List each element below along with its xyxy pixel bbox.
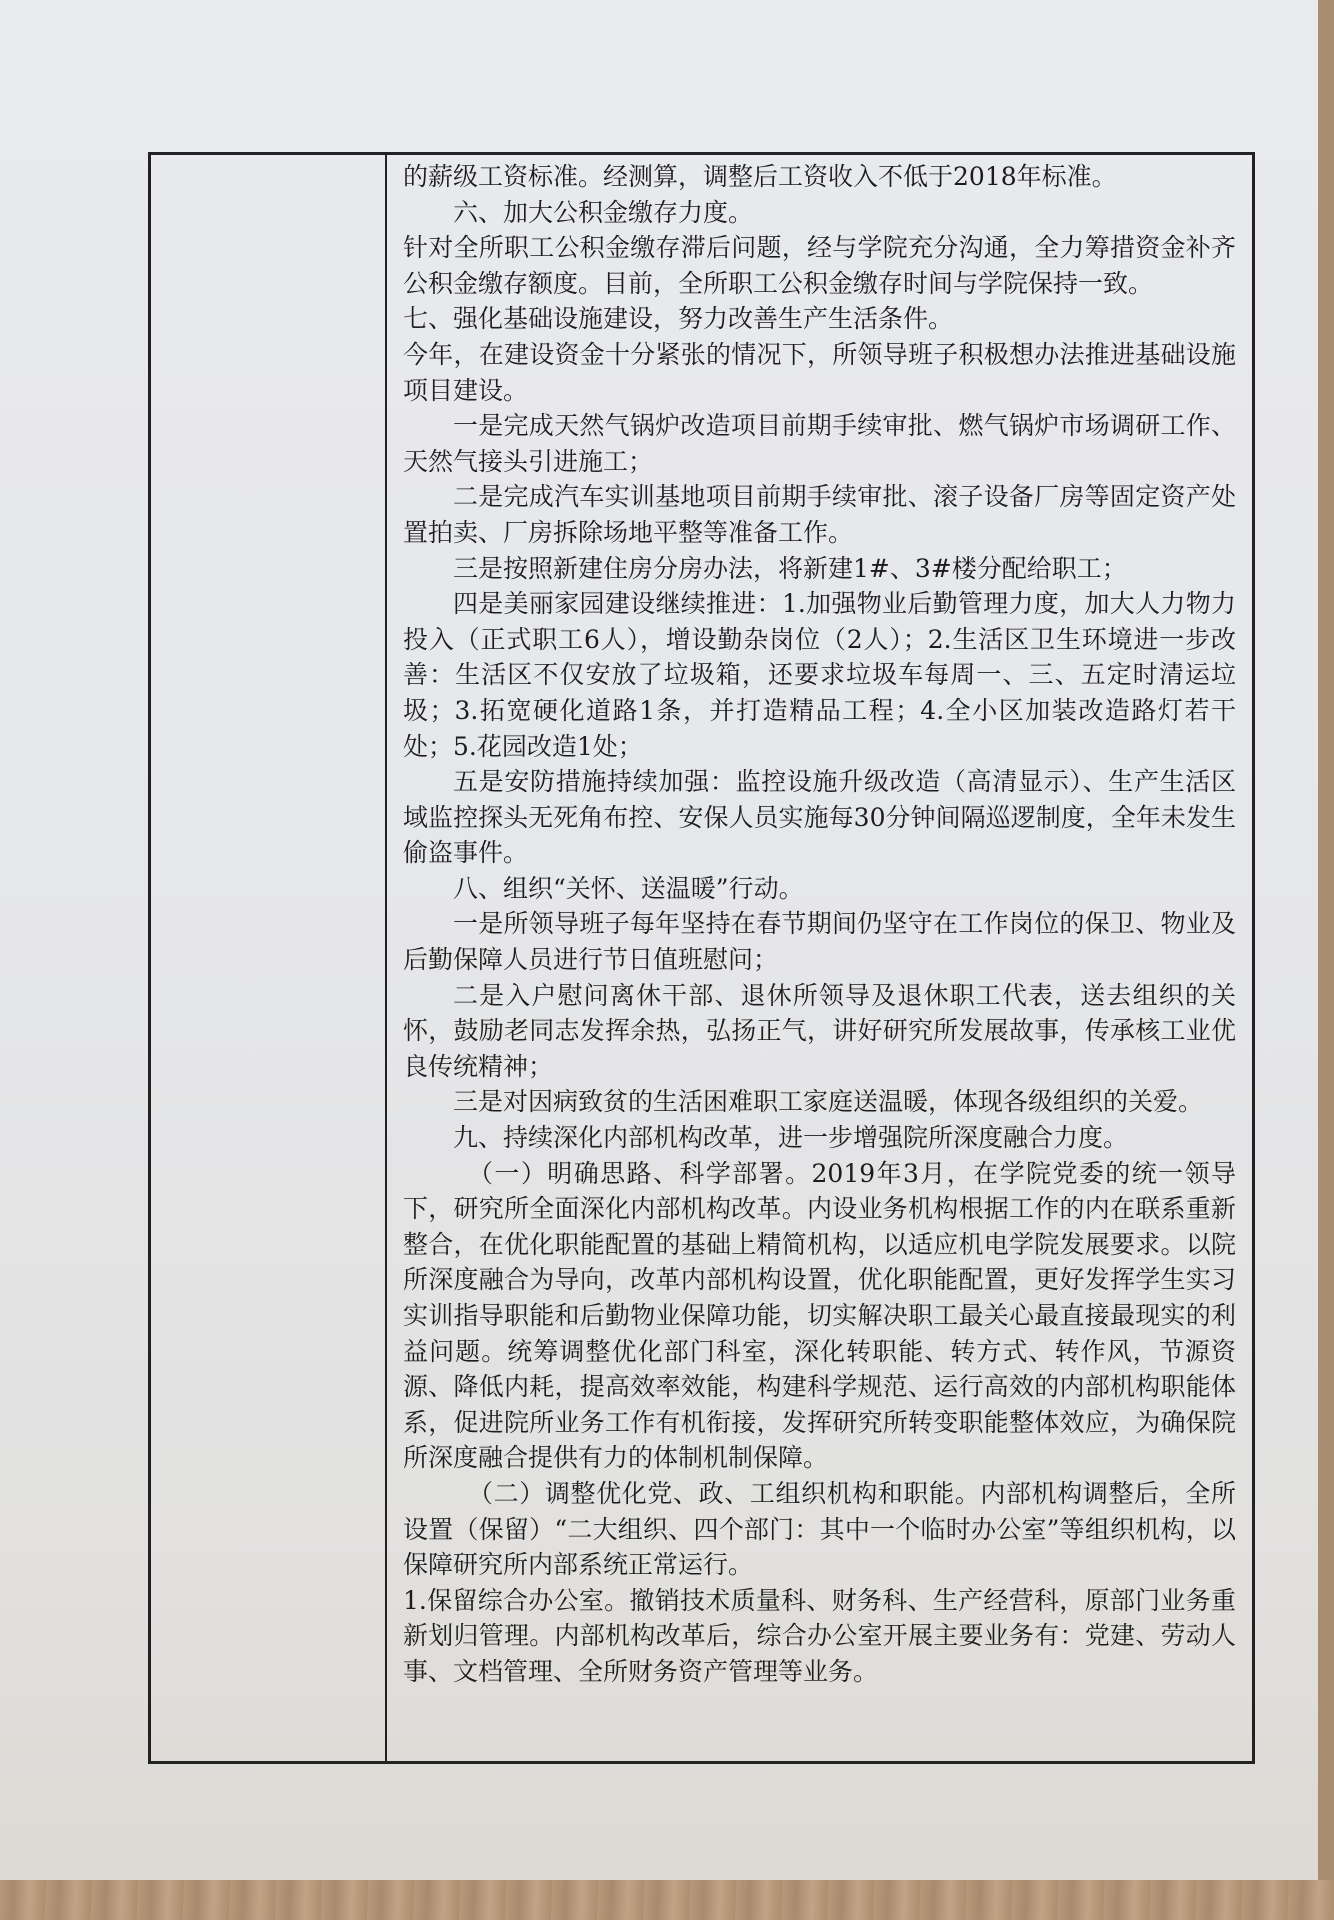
list-item-gas-boiler: 一是完成天然气锅炉改造项目前期手续审批、燃气锅炉市场调研工作、天然气接头引进施工； [403, 411, 1236, 476]
paragraph-reform-organization: （二）调整优化党、政、工组织机构和职能。内部机构调整后，全所设置（保留）“二大组织、四个部门：其中一个临时办公室”等组织机构，以保障研究所内部系统正常运行。 [403, 1478, 1236, 1580]
paragraph-reform-plan: （一）明确思路、科学部署。2019年3月，在学院党委的统一领导下，研究所全面深化内部机构改革。内设业务机构根据工作的内在联系重新整合，在优化职能配置的基础上精简机构，以适应机电学院发展要求。以院所深度融合为导向，改革内部机构设置，优化职能配置，更好发挥学生实习实训指导职能和后勤物业保障功能，切实解决职工最关心最直接最现实的利益问题。统筹调整优化部门科室，深化转职能、转方式、转作风，节源资源、降低内耗，提高效率效能，构建科学规范、运行高效的内部机构职能体系，促进院所业务工作有机衔接，发挥研究所转变职能整体效应，为确保院所深度融合提供有力的体制机制保障。 [403, 1158, 1236, 1473]
form-table [148, 152, 1255, 1764]
paragraph-salary-standard: 的薪级工资标准。经测算，调整后工资收入不低于2018年标准。 [403, 162, 1117, 191]
paragraph-general-office: 1.保留综合办公室。撤销技术质量科、财务科、生产经营科，原部门业务重新划归管理。内部机构改革后，综合办公室开展主要业务有：党建、劳动人事、文档管理、全所财务资产管理等业务。 [403, 1585, 1236, 1686]
list-item-beautiful-home: 四是美丽家园建设继续推进：1.加强物业后勤管理力度，加大人力物力投入（正式职工6人），增设勤杂岗位（2人）；2.生活区卫生环境进一步改善：生活区不仅安放了垃圾箱，还要求垃圾车每周一、三、五定时清运垃圾；3.拓宽硬化道路1条，并打造精品工程；4.全小区加装改造路灯若干处；5.花园改造1处； [403, 589, 1236, 761]
list-item-hardship-care: 三是对因病致贫的生活困难职工家庭送温暖，体现各级组织的关爱。 [453, 1087, 1204, 1117]
label-column-empty [151, 155, 387, 1761]
heading-eight-care: 八、组织“关怀、送温暖”行动。 [453, 873, 804, 903]
list-item-training-base: 二是完成汽车实训基地项目前期手续审批、滚子设备厂房等固定资产处置拍卖、厂房拆除场地平整等准备工作。 [403, 482, 1236, 547]
heading-seven-infrastructure: 七、强化基础设施建设，努力改善生产生活条件。 [403, 304, 954, 334]
list-item-festival-visit: 一是所领导班子每年坚持在春节期间仍坚守在工作岗位的保卫、物业及后勤保障人员进行节日值班慰问； [403, 909, 1236, 975]
heading-six-housing-fund: 六、加大公积金缴存力度。 [453, 197, 754, 227]
paragraph-housing-fund: 针对全所职工公积金缴存滞后问题，经与学院充分沟通，全力筹措资金补齐公积金缴存额度。目前，全所职工公积金缴存时间与学院保持一致。 [403, 233, 1236, 298]
paragraph-infrastructure-intro: 今年，在建设资金十分紧张的情况下，所领导班子积极想办法推进基础设施项目建设。 [403, 339, 1236, 405]
list-item-security: 五是安防措施持续加强：监控设施升级改造（高清显示）、生产生活区域监控探头无死角布控、安保人员实施每30分钟间隔巡逻制度，全年未发生偷盗事件。 [403, 767, 1236, 868]
desk-surface [0, 1880, 1334, 1920]
list-item-housing-allocation: 三是按照新建住房分房办法，将新建1#、3#楼分配给职工； [453, 553, 1127, 583]
list-item-retiree-visit: 二是入户慰问离休干部、退休所领导及退休职工代表，送去组织的关怀，鼓励老同志发挥余热，弘扬正气，讲好研究所发展故事，传承核工业优良传统精神； [403, 980, 1236, 1081]
heading-nine-reform: 九、持续深化内部机构改革，进一步增强院所深度融合力度。 [453, 1123, 1129, 1153]
content-cell [391, 155, 1252, 1761]
